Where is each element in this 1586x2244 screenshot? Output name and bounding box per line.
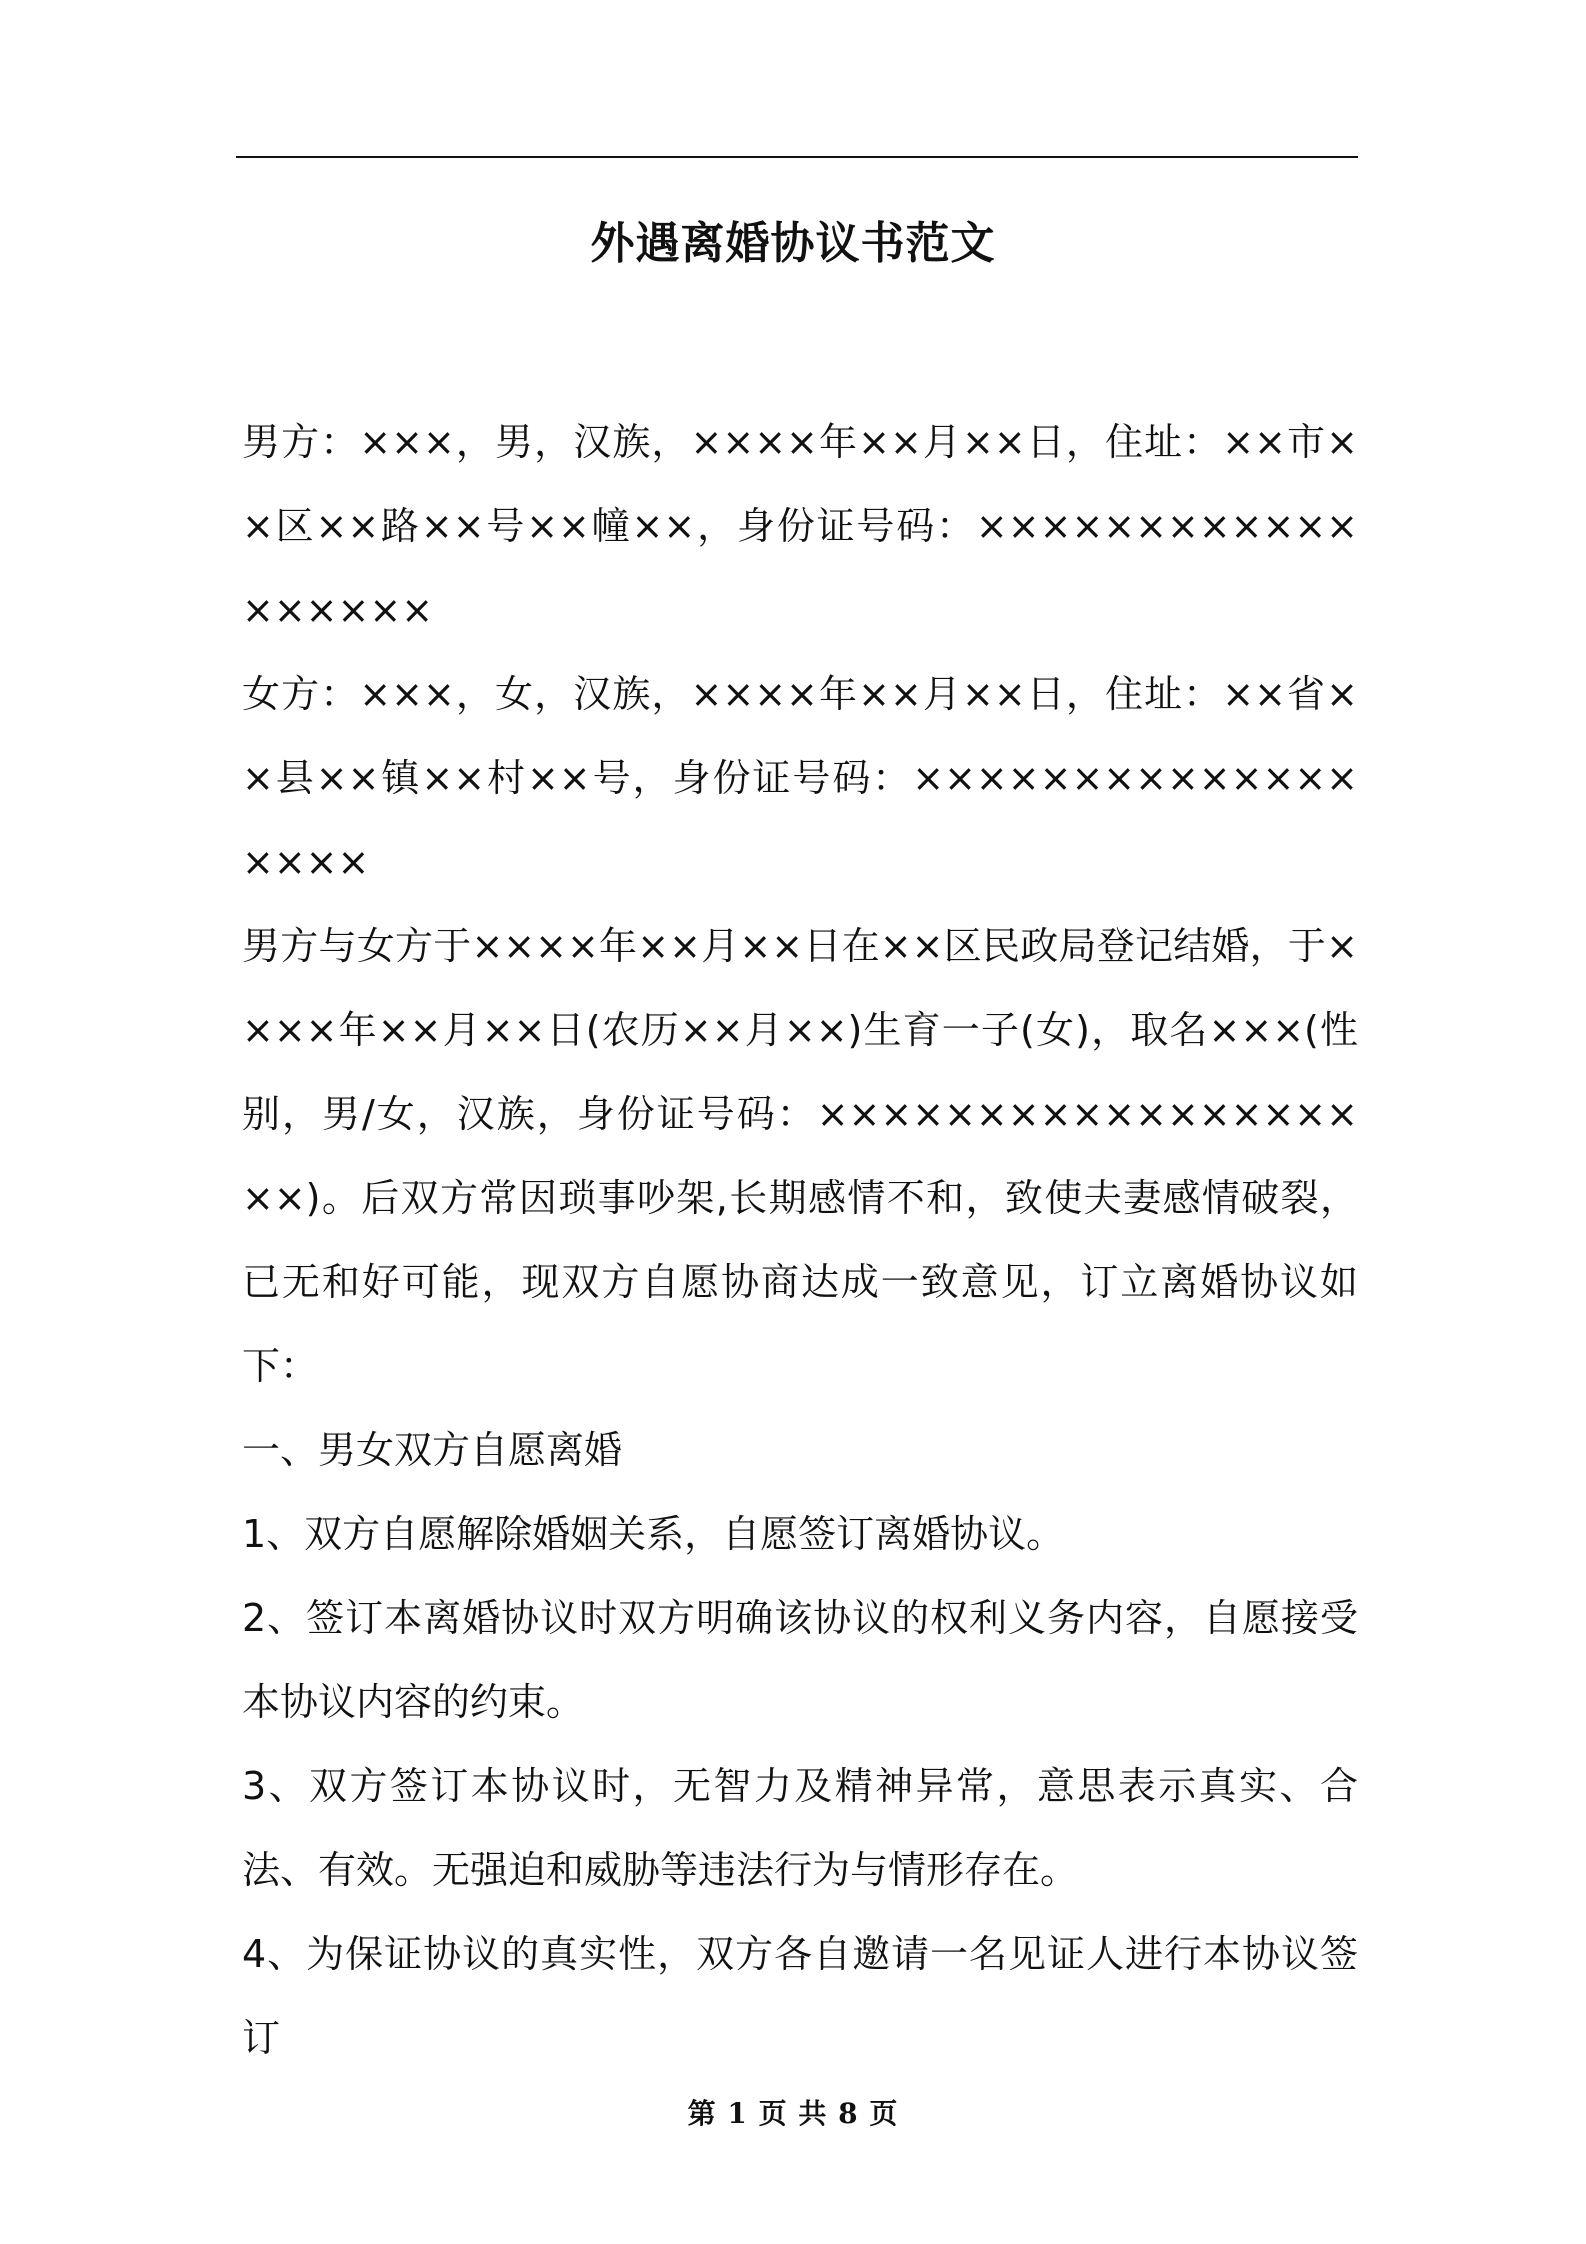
paragraph-female-party: 女方：×××，女，汉族，××××年××月××日，住址：××省××县××镇××村××号，身份证号码：×××××××××××××××××× (242, 672, 1358, 884)
clause-4: 4、为保证协议的真实性，双方各自邀请一名见证人进行本协议签订 (242, 1932, 1358, 2060)
document-body (242, 400, 1358, 2080)
document-title: 外遇离婚协议书范文 (590, 218, 996, 269)
clause-1: 1、双方自愿解除婚姻关系，自愿签订离婚协议。 (242, 1512, 1065, 1556)
clause-2: 2、签订本离婚协议时双方明确该协议的权利义务内容，自愿接受本协议内容的约束。 (242, 1596, 1358, 1724)
page-number: 第 1 页 共 8 页 (687, 2097, 899, 2130)
section-heading-1: 一、男女双方自愿离婚 (242, 1428, 623, 1472)
paragraph-male-party: 男方：×××，男，汉族，××××年××月××日，住址：××市××区××路××号××幢××，身份证号码：×××××××××××××××××× (242, 420, 1358, 632)
paragraph-background: 男方与女方于××××年××月××日在××区民政局登记结婚，于××××年××月××日(农历××月××)生育一子(女)，取名×××(性别，男/女，汉族，身份证号码：×××××××××××××××××××)。后双方常因琐事吵架,长期感情不和，致使夫妻感情破裂，已无和好可能，现双方自愿协商达成一致意见，订立离婚协议如下： (242, 924, 1358, 1388)
header-rule (236, 156, 1358, 158)
clause-3: 3、双方签订本协议时，无智力及精神异常，意思表示真实、合法、有效。无强迫和威胁等违法行为与情形存在。 (242, 1764, 1358, 1892)
